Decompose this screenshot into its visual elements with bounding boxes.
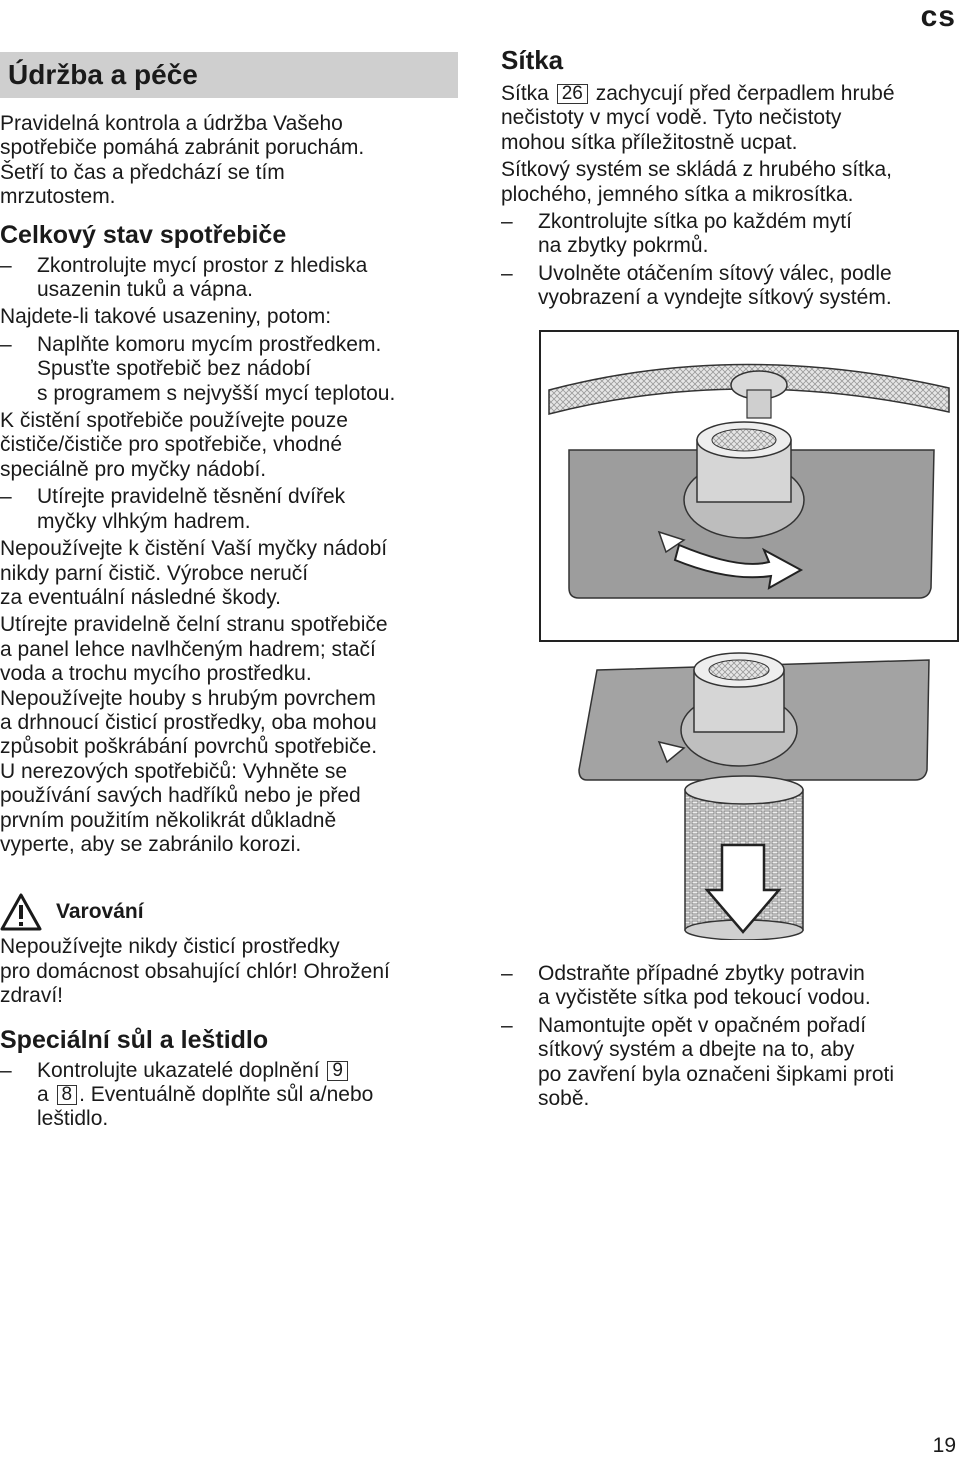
section-title: Údržba a péče bbox=[0, 52, 458, 98]
warning-text: Nepoužívejte nikdy čisticí prostředky pro domácnost obsahující chlór! Ohrožení zdraví! bbox=[0, 935, 390, 1008]
filter-system-illustration bbox=[539, 330, 959, 940]
list-item: – Odstraňte případné zbytky potravin a vyčistěte sítka pod tekoucí vodou. bbox=[501, 962, 871, 1010]
list-item: – Naplňte komoru mycím prostředkem. Spusťte spotřebič bez nádobí s programem s nejvyšší mycí teplotou. bbox=[0, 332, 396, 405]
list-item: – Uvolněte otáčením sítový válec, podle vyobrazení a vyndejte sítkový systém. bbox=[501, 261, 892, 310]
warning-title: Varování bbox=[56, 900, 144, 924]
warning-triangle-icon bbox=[0, 893, 42, 931]
installed-filter-view bbox=[540, 331, 958, 641]
list-item: – Namontujte opět v opačném pořadí sítkový systém a dbejte na to, aby po zavření byla označeni šipkami proti sobě. bbox=[501, 1013, 895, 1111]
paragraph: Nepoužívejte k čistění Vaší myčky nádobí nikdy parní čistič. Výrobce neručí za eventuální následné škody. bbox=[0, 537, 388, 609]
indicator-ref-box: 9 bbox=[327, 1061, 348, 1081]
filter-ref-box: 26 bbox=[557, 84, 588, 104]
left-column bbox=[0, 52, 458, 1135]
list-item: – Utírejte pravidelně těsnění dvířek myčky vlhkým hadrem. bbox=[0, 485, 346, 533]
list-item: – Zkontrolujte sítka po každém mytí na zbytky pokrmů. bbox=[501, 210, 852, 258]
heading-sitka: Sítka bbox=[501, 45, 564, 75]
intro-paragraph: Pravidelná kontrola a údržba Vašeho spotřebiče pomáhá zabránit poruchám. Šetří to čas a předchází se tím mrzutostem. bbox=[0, 112, 365, 209]
heading-specialni-sul: Speciální sůl a leštidlo bbox=[0, 1025, 269, 1054]
paragraph: Sítka 26 zachycují před čerpadlem hrubé nečistoty v mycí vodě. Tyto nečistoty mohou sítka příležitostně ucpat. bbox=[501, 82, 895, 154]
paragraph: Sítkový systém se skládá z hrubého sítka, plochého, jemného sítka a mikrosítka. bbox=[501, 158, 893, 206]
right-column-lower bbox=[501, 962, 959, 1114]
list-item: – Zkontrolujte mycí prostor z hlediska usazenin tuků a vápna. bbox=[0, 253, 368, 302]
language-code: cs bbox=[920, 0, 956, 33]
removed-filter-view bbox=[579, 653, 929, 940]
right-column bbox=[501, 44, 959, 314]
list-item: – Kontrolujte ukazatelé doplnění 9 a 8 . Eventuálně doplňte sůl a/nebo leštidlo. bbox=[0, 1058, 374, 1131]
warning-header bbox=[0, 893, 458, 931]
paragraph: K čistění spotřebiče používejte pouze čističe/čističe pro spotřebiče, vhodné speciálně pro myčky nádobí. bbox=[0, 409, 348, 481]
heading-celkovy-stav: Celkový stav spotřebiče bbox=[0, 220, 287, 249]
paragraph: Najdete-li takové usazeniny, potom: bbox=[0, 305, 332, 329]
paragraph: Utírejte pravidelně čelní stranu spotřebiče a panel lehce navlhčeným hadrem; stačí voda a trochu mycího prostředku. Nepoužívejte houby s hrubým povrchem a drhnoucí čisticí prostředky, oba mohou způsobit poškrábání povrchů spotřebiče. U nerezových spotřebičů: Vyhněte se používání savých hadříků nebo je před prvním použitím několikrát důkladně vyperte, aby se zabránilo korozi. bbox=[0, 613, 388, 856]
page-number: 19 bbox=[932, 1434, 956, 1457]
indicator-ref-box: 8 bbox=[57, 1085, 78, 1105]
